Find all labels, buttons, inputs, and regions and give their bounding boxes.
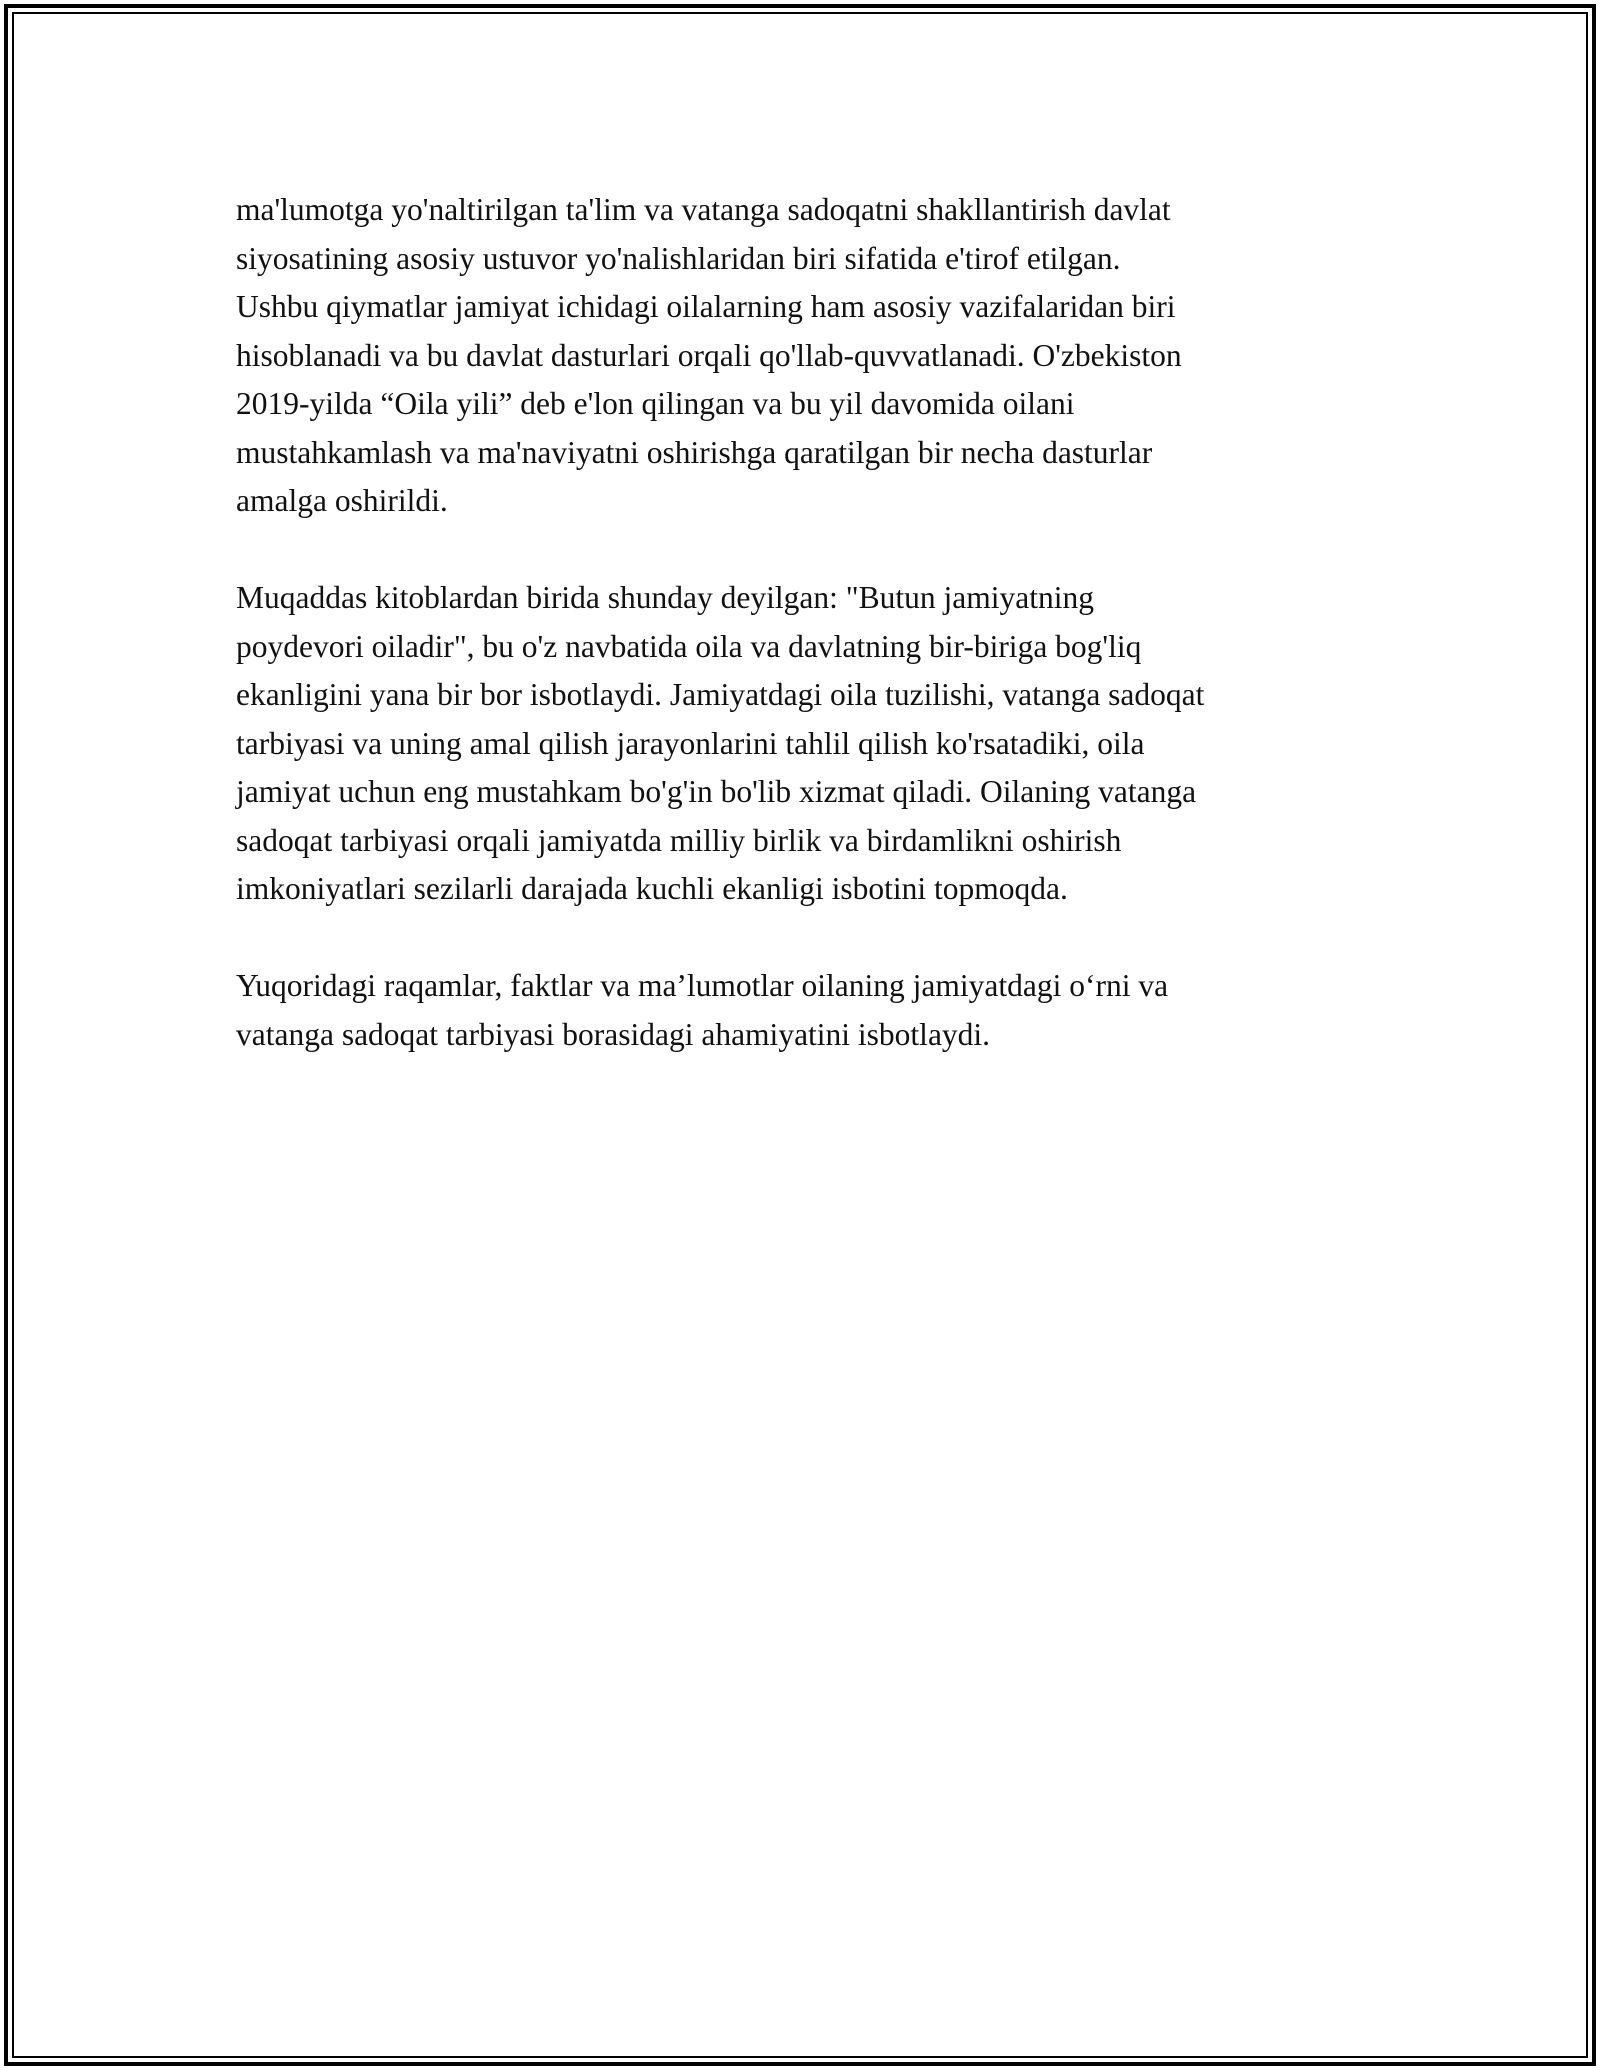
text-line: vatanga sadoqat tarbiyasi borasidagi ahamiyatini isbotlaydi. — [236, 1016, 991, 1052]
document-body — [236, 186, 1376, 1108]
text-line: Muqaddas kitoblardan birida shunday deyilgan: "Butun jamiyatning — [236, 580, 1094, 615]
text-line: sadoqat tarbiyasi orqali jamiyatda milliy birlik va birdamlikni oshirish — [236, 822, 1122, 858]
paragraph-1 — [236, 186, 1376, 526]
text-line: Ushbu qiymatlar jamiyat ichidagi oilalarning ham asosiy vazifalaridan biri — [236, 289, 1176, 324]
text-line: imkoniyatlari sezilarli darajada kuchli ekanligi isbotini topmoqda. — [236, 871, 1068, 906]
paragraph-3 — [236, 962, 1376, 1059]
text-line: jamiyat uchun eng mustahkam bo'g'in bo'lib xizmat qiladi. Oilaning vatanga — [236, 774, 1197, 809]
text-line: ekanligini yana bir bor isbotlaydi. Jamiyatdagi oila tuzilishi, vatanga sadoqat — [236, 677, 1205, 712]
text-line: amalga oshirildi. — [236, 483, 448, 518]
text-line: tarbiyasi va uning amal qilish jarayonlarini tahlil qilish ko'rsatadiki, oila — [236, 725, 1145, 761]
text-line: ma'lumotga yo'naltirilgan ta'lim va vatanga sadoqatni shakllantirish davlat — [236, 192, 1171, 227]
text-line: 2019-yilda “Oila yili” deb e'lon qilingan va bu yil davomida oilani — [236, 386, 1075, 421]
text-line: Yuqoridagi raqamlar, faktlar va ma’lumotlar oilaning jamiyatdagi o‘rni va — [236, 968, 1169, 1003]
text-line: siyosatining asosiy ustuvor yo'nalishlaridan biri sifatida e'tirof etilgan. — [236, 240, 1121, 276]
text-line: mustahkamlash va ma'naviyatni oshirishga qaratilgan bir necha dasturlar — [236, 434, 1153, 470]
text-line: poydevori oiladir", bu o'z navbatida oila va davlatning bir-biriga bog'liq — [236, 628, 1142, 664]
paragraph-2 — [236, 574, 1376, 914]
text-line: hisoblanadi va bu davlat dasturlari orqali qo'llab-quvvatlanadi. O'zbekiston — [236, 337, 1182, 373]
